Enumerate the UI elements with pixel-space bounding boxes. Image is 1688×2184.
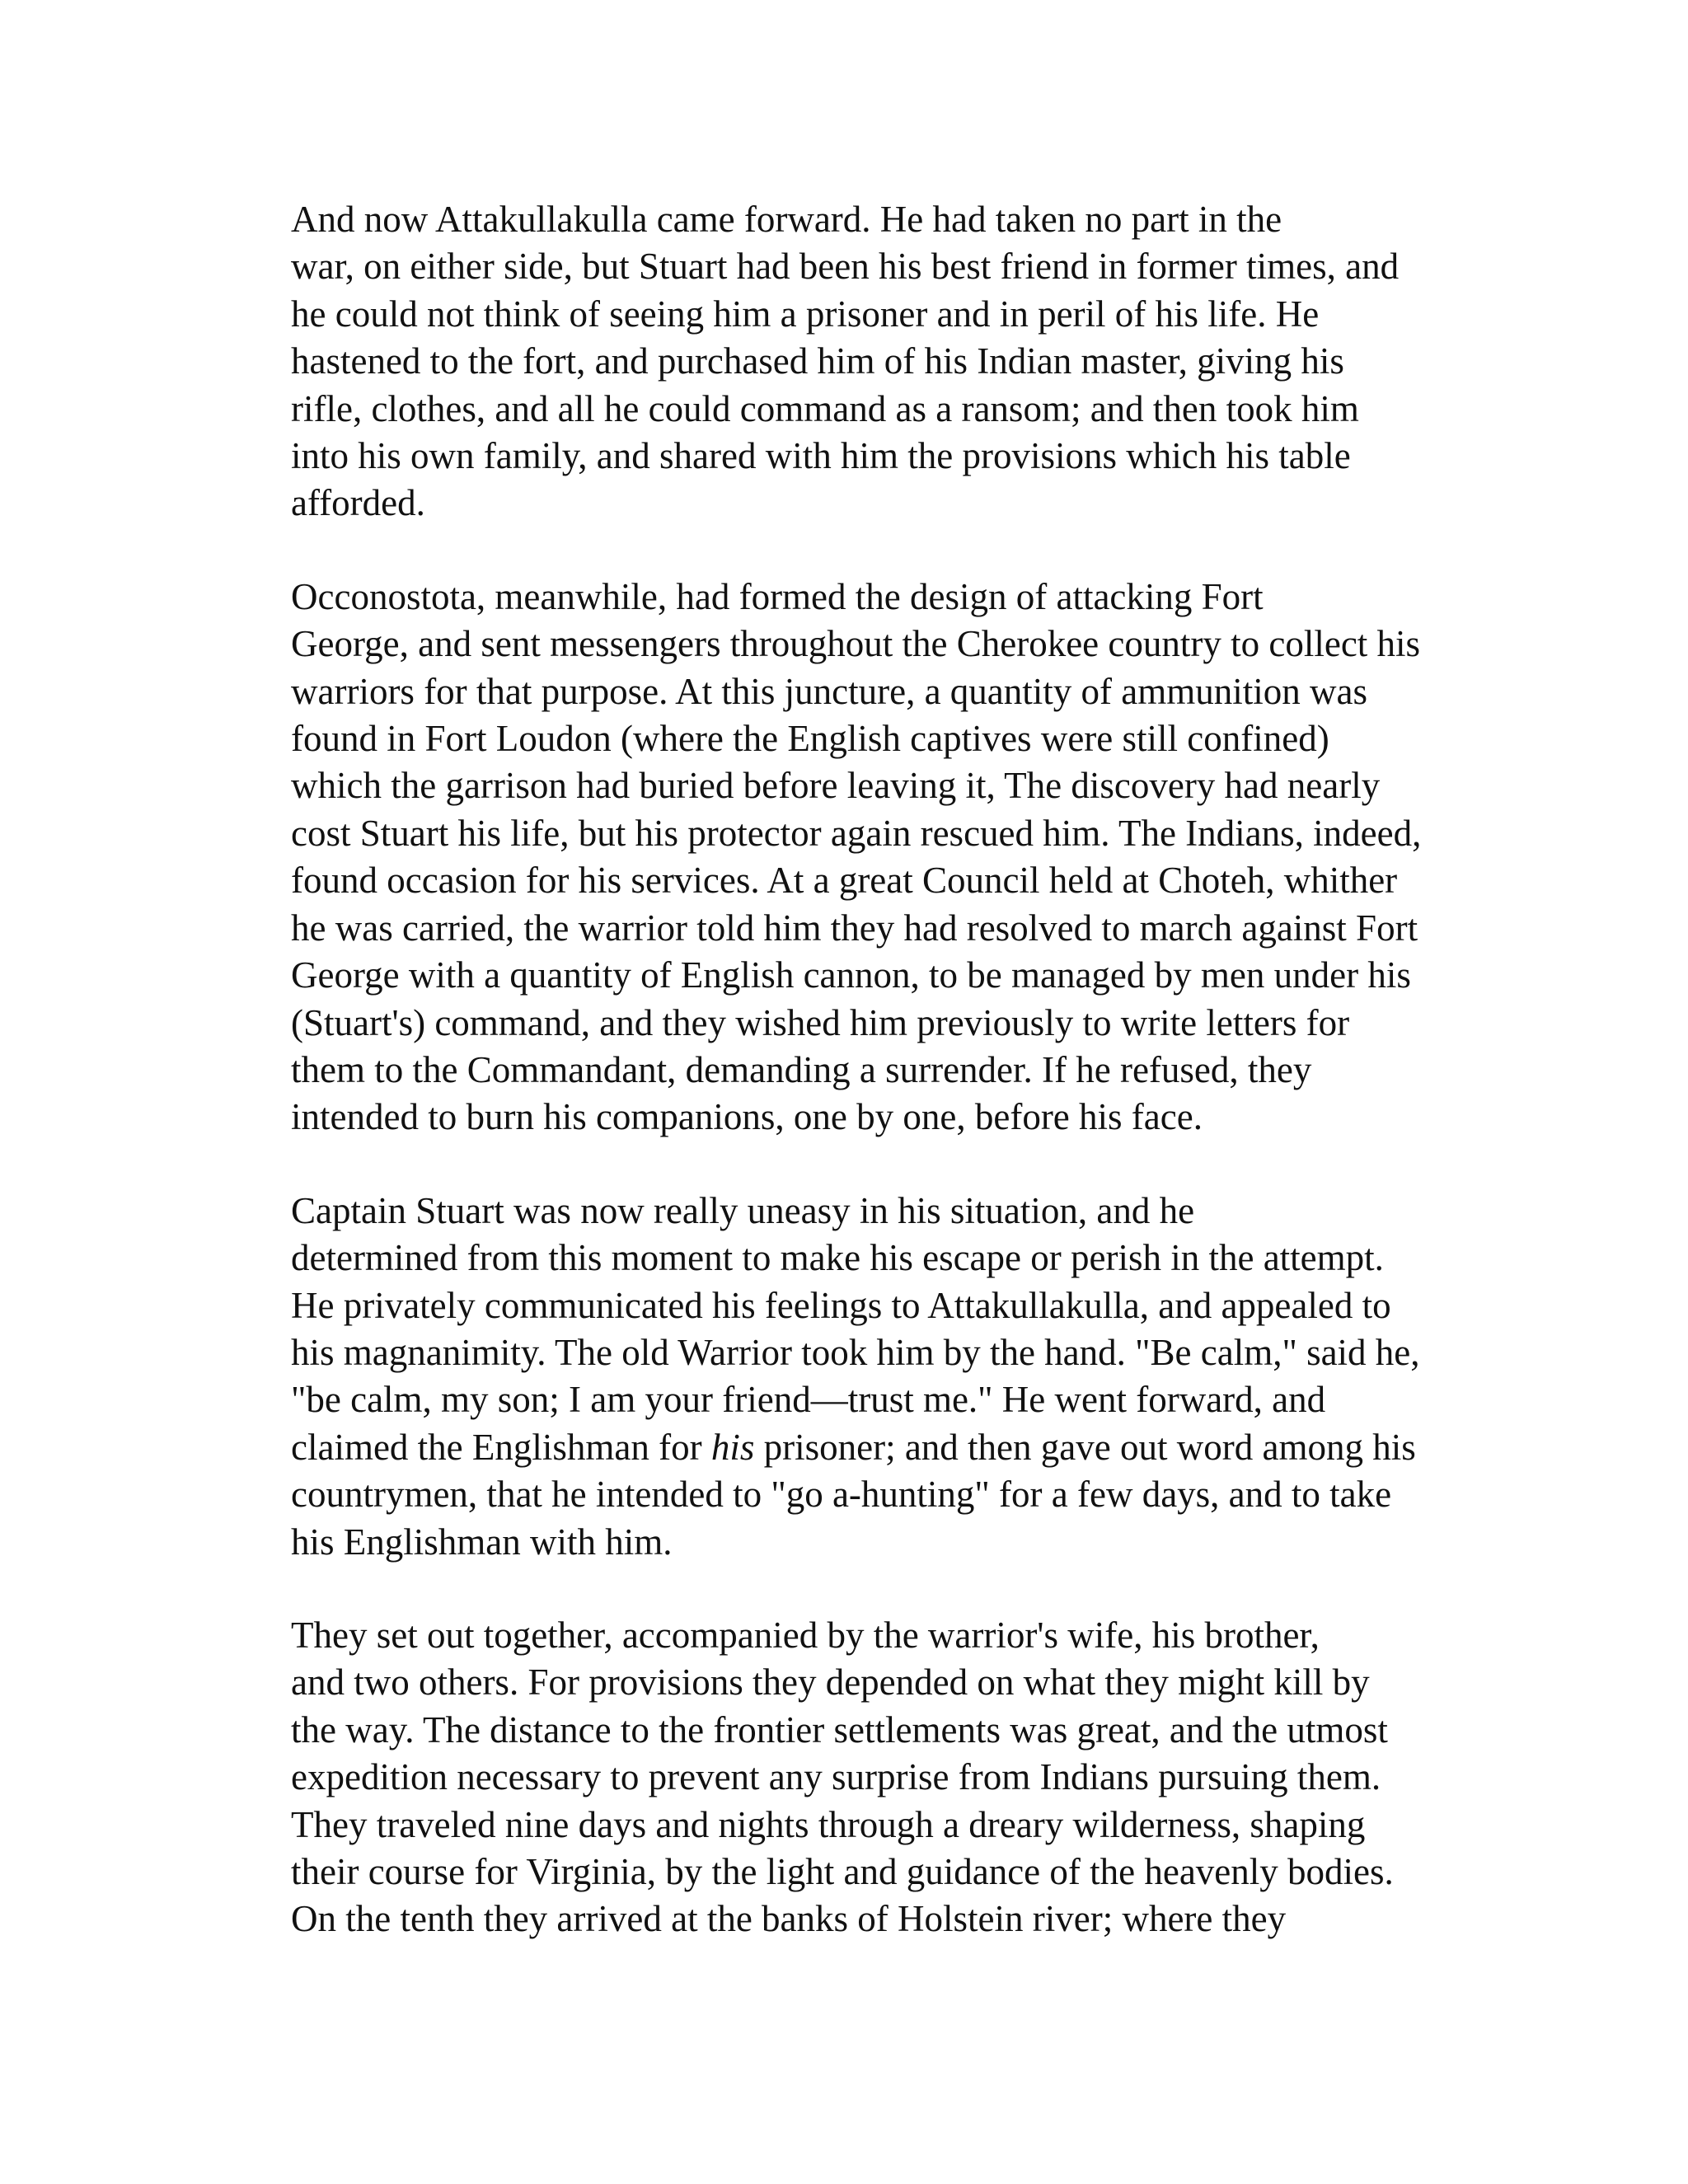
text-line: Occonostota, meanwhile, had formed the design of attacking Fort: [291, 575, 1264, 617]
text-line: George with a quantity of English cannon, to be managed by men under his: [291, 954, 1411, 996]
text-line: On the tenth they arrived at the banks of Holstein river; where they: [291, 1898, 1287, 1940]
text-line: found occasion for his services. At a great Council held at Choteh, whither: [291, 860, 1398, 902]
text-line: them to the Commandant, demanding a surrender. If he refused, they: [291, 1048, 1312, 1090]
text-line: cost Stuart his life, but his protector again rescued him. The Indians, indeed,: [291, 812, 1422, 854]
text-segment: prisoner; and then gave out word among his: [754, 1426, 1416, 1468]
text-line: They traveled nine days and nights through a dreary wilderness, shaping: [291, 1803, 1366, 1845]
paragraph-2: [209, 574, 1494, 1141]
body-text: [209, 196, 1494, 1943]
text-line: He privately communicated his feelings to Attakullakulla, and appealed to: [291, 1284, 1391, 1326]
text-segment: claimed the Englishman for: [291, 1426, 711, 1468]
text-line: (Stuart's) command, and they wished him previously to write letters for: [291, 1001, 1350, 1043]
text-line: "be calm, my son; I am your friend—trust me." He went forward, and: [291, 1379, 1326, 1421]
text-line: his Englishman with him.: [291, 1521, 673, 1563]
text-line: warriors for that purpose. At this juncture, a quantity of ammunition was: [291, 670, 1367, 712]
text-line: They set out together, accompanied by the warrior's wife, his brother,: [291, 1614, 1320, 1656]
text-line: which the garrison had buried before leaving it, The discovery had nearly: [291, 765, 1381, 807]
paragraph-3: [209, 1188, 1494, 1566]
text-line: Captain Stuart was now really uneasy in his situation, and he: [291, 1189, 1195, 1231]
text-line: his magnanimity. The old Warrior took him by the hand. "Be calm," said he,: [291, 1331, 1420, 1373]
text-line: hastened to the fort, and purchased him of his Indian master, giving his: [291, 340, 1344, 382]
text-line: he could not think of seeing him a prisoner and in peril of his life. He: [291, 293, 1320, 335]
text-line: And now Attakullakulla came forward. He had taken no part in the: [291, 199, 1282, 240]
text-line: expedition necessary to prevent any surprise from Indians pursuing them.: [291, 1756, 1381, 1798]
text-line: determined from this moment to make his escape or perish in the attempt.: [291, 1237, 1384, 1279]
text-line: their course for Virginia, by the light and guidance of the heavenly bodies.: [291, 1851, 1394, 1892]
text-line: afforded.: [291, 482, 425, 524]
text-line: into his own family, and shared with him the provisions which his table: [291, 435, 1351, 477]
text-line: and two others. For provisions they depended on what they might kill by: [291, 1661, 1370, 1704]
italic-word: his: [710, 1426, 755, 1468]
text-line: he was carried, the warrior told him they had resolved to march against Fort: [291, 907, 1418, 949]
text-line: war, on either side, but Stuart had been his best friend in former times, and: [291, 246, 1400, 288]
text-line: rifle, clothes, and all he could command as a ransom; and then took him: [291, 387, 1359, 429]
text-line: the way. The distance to the frontier settlements was great, and the utmost: [291, 1708, 1388, 1750]
paragraph-4: [209, 1612, 1494, 1943]
paragraph-1: [209, 196, 1494, 527]
text-line: intended to burn his companions, one by one, before his face.: [291, 1096, 1203, 1138]
text-line: countrymen, that he intended to "go a-hunting" for a few days, and to take: [291, 1474, 1392, 1516]
text-line-with-italic: [209, 1424, 1494, 1471]
text-line: found in Fort Loudon (where the English captives were still confined): [291, 718, 1329, 760]
text-line: George, and sent messengers throughout the Cherokee country to collect his: [291, 623, 1421, 665]
